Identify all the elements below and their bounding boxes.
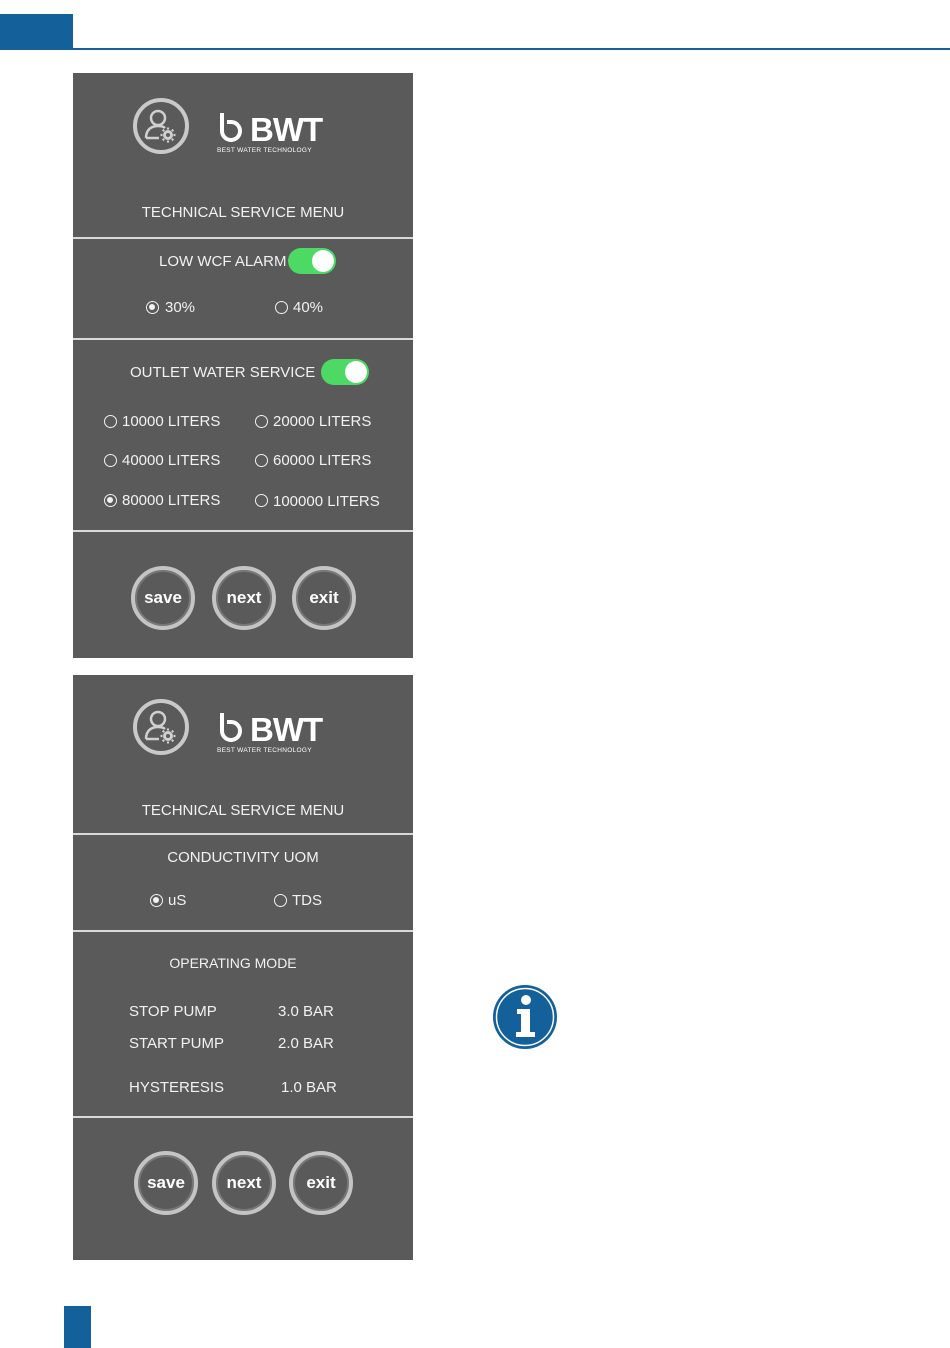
radio-60000-liters-label: 60000 LITERS (273, 452, 372, 469)
radio-100000-liters[interactable] (255, 494, 268, 507)
outlet-water-service-section (73, 340, 413, 530)
low-wcf-alarm-toggle[interactable] (288, 248, 336, 274)
bwt-logo-drop-icon (216, 711, 244, 743)
radio-40000-liters[interactable] (104, 454, 117, 467)
screen-header (73, 675, 413, 833)
radio-us-label: uS (168, 892, 187, 909)
radio-40-percent-label: 40% (293, 299, 324, 316)
low-wcf-alarm-section (73, 239, 413, 338)
radio-us[interactable] (150, 894, 163, 907)
radio-80000-liters-label: 80000 LITERS (122, 492, 221, 509)
hysteresis-value[interactable]: 1.0 BAR (281, 1079, 337, 1096)
action-bar (73, 532, 413, 658)
action-bar (73, 1118, 413, 1260)
stop-pump-value[interactable]: 3.0 BAR (278, 1003, 334, 1020)
page-title: TECHNICAL SERVICE MENU (141, 204, 345, 221)
outlet-water-service-toggle[interactable] (321, 359, 369, 385)
user-settings-icon (133, 699, 189, 755)
service-menu-screen-1 (73, 73, 413, 658)
radio-20000-liters-label: 20000 LITERS (273, 413, 372, 430)
radio-40000-liters-label: 40000 LITERS (122, 452, 221, 469)
radio-100000-liters-label: 100000 LITERS (273, 493, 380, 510)
brand-name: BWT (250, 711, 323, 748)
stop-pump-label: STOP PUMP (129, 1003, 217, 1020)
start-pump-value[interactable]: 2.0 BAR (278, 1035, 334, 1052)
brand-tagline: BEST WATER TECHNOLOGY (217, 147, 312, 154)
footer-tab (64, 1306, 91, 1348)
radio-30-percent[interactable] (146, 301, 159, 314)
screen-header (73, 73, 413, 237)
radio-60000-liters[interactable] (255, 454, 268, 467)
info-icon (492, 984, 558, 1050)
radio-80000-liters[interactable] (104, 494, 117, 507)
radio-tds-label: TDS (292, 892, 322, 909)
header-tab (0, 14, 73, 50)
next-button[interactable]: next (212, 566, 276, 630)
brand-name: BWT (250, 111, 323, 148)
radio-30-percent-label: 30% (165, 299, 196, 316)
exit-button[interactable]: exit (289, 1151, 353, 1215)
start-pump-label: START PUMP (129, 1035, 225, 1052)
radio-10000-liters-label: 10000 LITERS (122, 413, 221, 430)
exit-button[interactable]: exit (292, 566, 356, 630)
service-menu-screen-2 (73, 675, 413, 1260)
brand-tagline: BEST WATER TECHNOLOGY (217, 747, 312, 754)
radio-10000-liters[interactable] (104, 415, 117, 428)
radio-tds[interactable] (274, 894, 287, 907)
next-button[interactable]: next (212, 1151, 276, 1215)
operating-mode-section (73, 932, 413, 1116)
conductivity-uom-label: CONDUCTIVITY UOM (167, 849, 319, 866)
operating-mode-label: OPERATING MODE (169, 955, 297, 971)
radio-40-percent[interactable] (275, 301, 288, 314)
radio-20000-liters[interactable] (255, 415, 268, 428)
user-settings-icon (133, 98, 189, 154)
save-button[interactable]: save (134, 1151, 198, 1215)
page-title: TECHNICAL SERVICE MENU (141, 802, 345, 819)
bwt-logo-drop-icon (216, 111, 244, 143)
save-button[interactable]: save (131, 566, 195, 630)
conductivity-uom-section (73, 835, 413, 930)
hysteresis-label: HYSTERESIS (129, 1079, 225, 1096)
low-wcf-alarm-label: LOW WCF ALARM (159, 253, 287, 270)
header-rule (73, 48, 950, 50)
outlet-water-service-label: OUTLET WATER SERVICE (130, 364, 316, 381)
